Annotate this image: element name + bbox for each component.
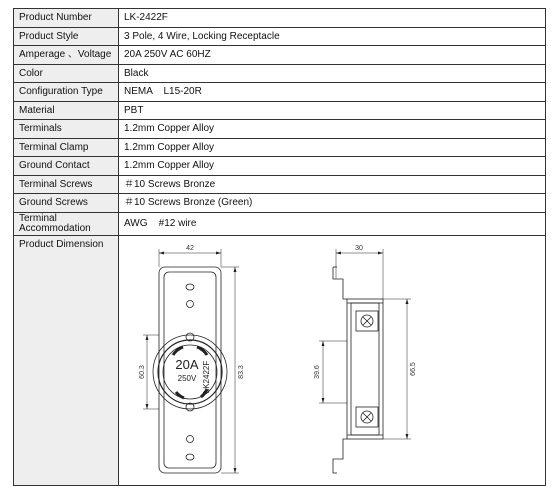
spec-value: 3 Pole, 4 Wire, Locking Receptacle [119, 27, 546, 46]
spec-row [14, 101, 546, 120]
spec-row [14, 194, 546, 213]
spec-label: Material [14, 101, 119, 120]
spec-label: Configuration Type [14, 83, 119, 102]
spec-row [14, 157, 546, 176]
dimension-drawing [121, 239, 546, 493]
side-view [319, 249, 411, 473]
spec-label: Ground Screws [14, 194, 119, 213]
spec-value: 1.2mm Copper Alloy [119, 138, 546, 157]
face-voltage-label: 250V [177, 374, 197, 383]
front-width-label: 42 [186, 245, 194, 252]
spec-label: Product Number [14, 9, 119, 28]
spec-row [14, 9, 546, 28]
spec-value: 1.2mm Copper Alloy [119, 120, 546, 139]
spec-label: Terminal Clamp [14, 138, 119, 157]
spec-value: LK-2422F [119, 9, 546, 28]
spec-value: PBT [119, 101, 546, 120]
spec-value: ＃10 Screws Bronze (Green) [119, 194, 546, 213]
spec-value: NEMA L15-20R [119, 83, 546, 102]
spec-row [14, 175, 546, 194]
spec-value: 1.2mm Copper Alloy [119, 157, 546, 176]
spec-label: Terminals [14, 120, 119, 139]
spec-sheet [13, 8, 546, 493]
spec-row [14, 212, 546, 235]
spec-label: Product Dimension [14, 235, 119, 485]
spec-label: Amperage 、Voltage [14, 46, 119, 65]
spec-value: AWG #12 wire [119, 212, 546, 235]
front-height-label: 83.3 [238, 365, 245, 379]
spec-label: Terminal Accommodation [14, 212, 119, 235]
spec-row [14, 120, 546, 139]
spec-row [14, 46, 546, 65]
side-depth-label: 30 [355, 245, 363, 252]
spec-row [14, 83, 546, 102]
spec-label: Terminal Screws [14, 175, 119, 194]
side-inner-label: 39.6 [314, 365, 321, 379]
spec-label: Ground Contact [14, 157, 119, 176]
spec-row [14, 27, 546, 46]
spec-label: Product Style [14, 27, 119, 46]
spec-value: ＃10 Screws Bronze [119, 175, 546, 194]
face-rating-label: 20A [175, 357, 199, 372]
side-height-label: 66.5 [410, 362, 417, 376]
spec-value: 20A 250V AC 60HZ [119, 46, 546, 65]
spec-row [14, 138, 546, 157]
spec-row [14, 64, 546, 83]
face-model-label: LK2422F [202, 360, 211, 394]
face-height-label: 60.3 [139, 365, 146, 379]
spec-value: Black [119, 64, 546, 83]
spec-label: Color [14, 64, 119, 83]
